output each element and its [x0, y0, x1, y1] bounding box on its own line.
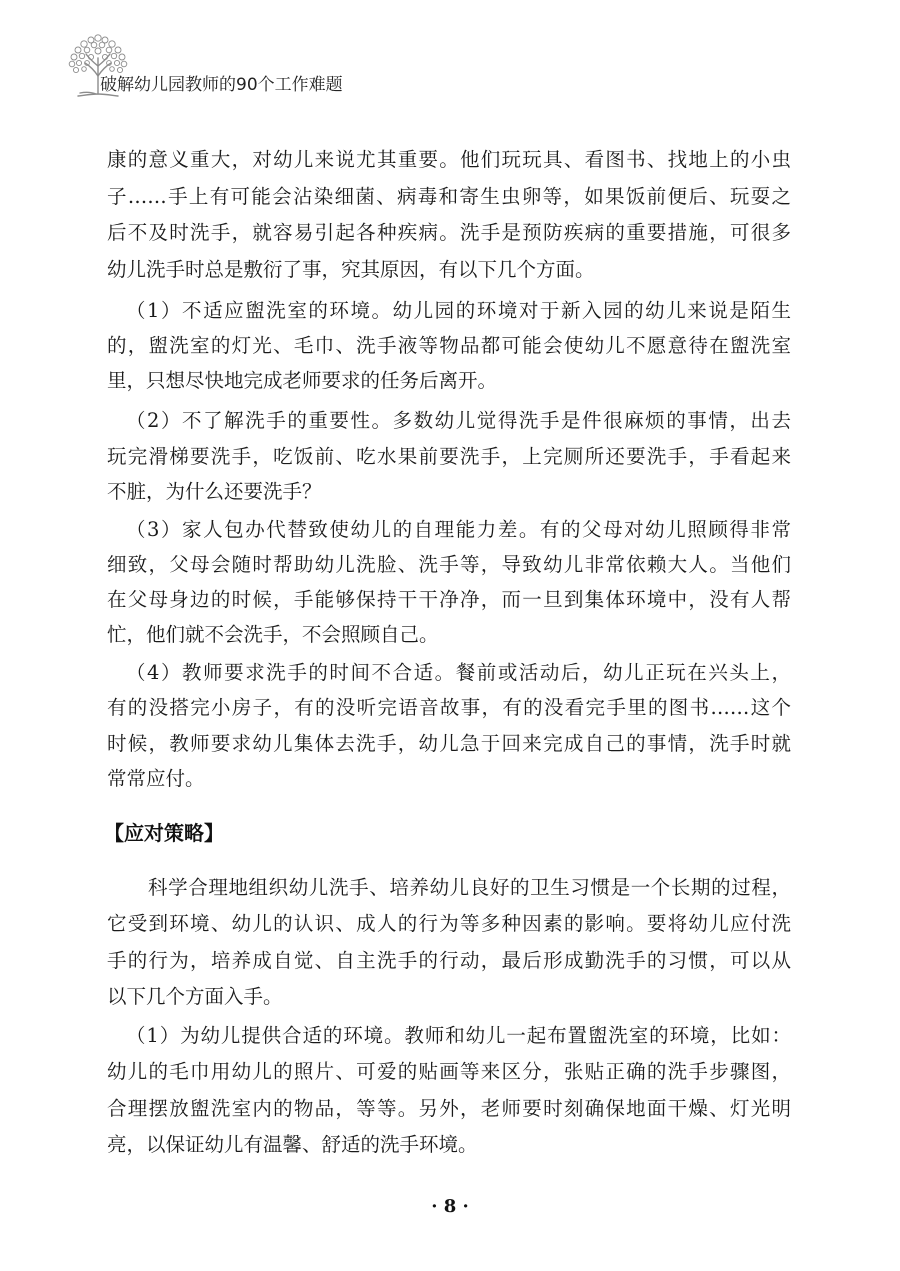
text-line: （4）教师要求洗手的时间不合适。餐前或活动后，幼儿正玩在兴头上， [126, 661, 791, 684]
text-line: 子……手上有可能会沾染细菌、病毒和寄生虫卵等，如果饭前便后、玩耍之 [107, 184, 791, 208]
strategy-intro-paragraph [107, 870, 791, 1015]
reason-paragraph-1 [107, 293, 791, 398]
text-line: 不脏，为什么还要洗手？ [107, 480, 322, 503]
text-line: 有的没搭完小房子，有的没听完语音故事，有的没看完手里的图书……这个 [107, 696, 791, 720]
text-line: （2）不了解洗手的重要性。多数幼儿觉得洗手是件很麻烦的事情，出去 [126, 409, 791, 432]
intro-paragraph [107, 142, 791, 288]
text-line: 幼儿洗手时总是敷衍了事，究其原因，有以下几个方面。 [107, 257, 595, 281]
text-line: 后不及时洗手，就容易引起各种疾病。洗手是预防疾病的重要措施，可很多 [107, 221, 791, 244]
text-line: 里，只想尽快地完成老师要求的任务后离开。 [107, 369, 498, 392]
text-line: 在父母身边的时候，手能够保持干干净净，而一旦到集体环境中，没有人帮 [107, 588, 791, 611]
text-line: 的，盥洗室的灯光、毛巾、洗手液等物品都可能会使幼儿不愿意待在盥洗室 [107, 334, 791, 357]
text-line: 常常应付。 [107, 766, 205, 790]
text-line: 康的意义重大，对幼儿来说尤其重要。他们玩玩具、看图书、找地上的小虫 [107, 148, 791, 171]
page-number: · 8 · [431, 1196, 469, 1217]
strategy-paragraph-1 [107, 1018, 791, 1163]
text-line: 科学合理地组织幼儿洗手、培养幼儿良好的卫生习惯是一个长期的过程， [148, 876, 791, 899]
text-line: 手的行为，培养成自觉、自主洗手的行动，最后形成勤洗手的习惯，可以从 [107, 948, 791, 972]
text-line: 亮，以保证幼儿有温馨、舒适的洗手环境。 [107, 1132, 478, 1156]
text-line: 玩完滑梯要洗手，吃饭前、吃水果前要洗手，上完厕所还要洗手，手看起来 [107, 444, 791, 468]
text-line: 合理摆放盥洗室内的物品，等等。另外，老师要时刻确保地面干燥、灯光明 [107, 1096, 791, 1120]
reason-paragraph-4 [107, 655, 791, 796]
text-line: 忙，他们就不会洗手，不会照顾自己。 [107, 623, 439, 646]
text-line: 它受到环境、幼儿的认识、成人的行为等多种因素的影响。要将幼儿应付洗 [107, 912, 791, 936]
text-line: （3）家人包办代替致使幼儿的自理能力差。有的父母对幼儿照顾得非常 [126, 518, 791, 541]
text-line: （1）为幼儿提供合适的环境。教师和幼儿一起布置盥洗室的环境，比如： [126, 1024, 791, 1047]
running-head-title: 破解幼儿园教师的90个工作难题 [100, 75, 343, 95]
reason-paragraph-3 [107, 512, 791, 652]
text-line: （1）不适应盥洗室的环境。幼儿园的环境对于新入园的幼儿来说是陌生 [126, 299, 791, 322]
section-heading: 【应对策略】 [104, 821, 224, 845]
text-line: 细致，父母会随时帮助幼儿洗脸、洗手等，导致幼儿非常依赖大人。当他们 [107, 553, 791, 576]
text-line: 时候，教师要求幼儿集体去洗手，幼儿急于回来完成自己的事情，洗手时就 [107, 731, 791, 755]
reason-paragraph-2 [107, 403, 791, 510]
text-line: 幼儿的毛巾用幼儿的照片、可爱的贴画等来区分，张贴正确的洗手步骤图， [107, 1060, 791, 1084]
text-line: 以下几个方面入手。 [107, 984, 283, 1008]
